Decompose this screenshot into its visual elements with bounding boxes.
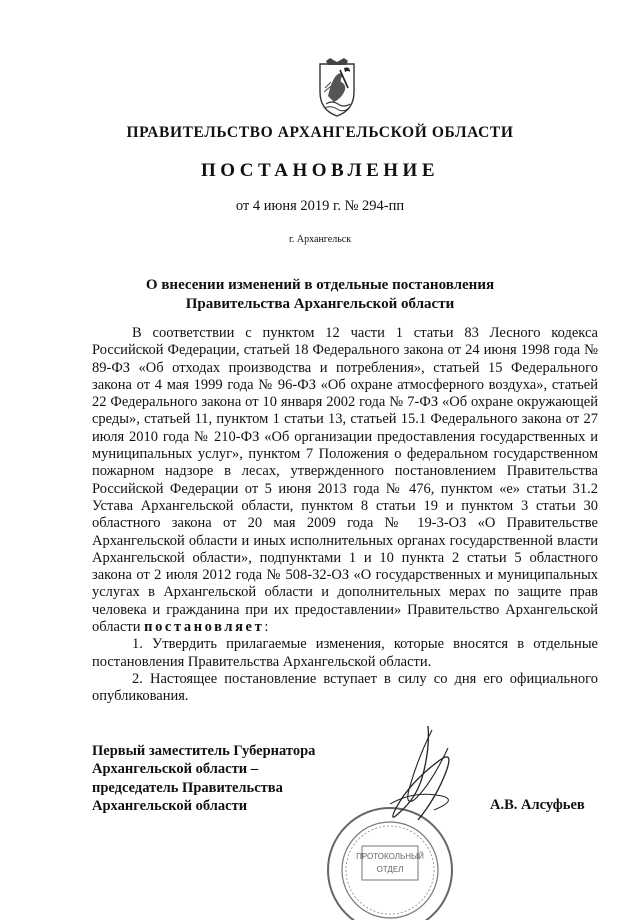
signatory-position-line-1: Первый заместитель Губернатора [92, 743, 316, 759]
preamble-paragraph [92, 325, 598, 636]
document-title [90, 276, 550, 313]
document-place: г. Архангельск [288, 234, 352, 245]
government-name: ПРАВИТЕЛЬСТВО АРХАНГЕЛЬСКОЙ ОБЛАСТИ [126, 124, 514, 141]
signatory-position-line-3: председатель Правительства [92, 779, 283, 796]
signatory-position-line-4: Архангельской области [92, 798, 248, 815]
stamp-text-line-1: ПРОТОКОЛЬНЫЙ [356, 852, 424, 861]
stamp-text-line-2: ОТДЕЛ [376, 865, 404, 874]
document-body [92, 325, 598, 706]
preamble-text: В соответствии с пунктом 12 части 1 статьи 83 Лесного кодекса Российской Федерации, статьей 18 Федерального закона от 24 июня 1998 года № 89-ФЗ «Об отходах производства и потребления», статьей 15 Федерального закона от 4 мая 1999 года № 96-ФЗ «Об охране атмосферного воздуха», статьей 22 Федерального закона от 10 января 2002 года № 7-ФЗ «Об охране окружающей среды», статьей 11, пунктом 1 статьи 13, статьей 15.1 Федерального закона от 27 июля 2010 года № 210-ФЗ «Об организации предоставления государственных и муниципальных услуг», пунктом 7 Положения о федеральном государственном пожарном надзоре в лесах, утвержденного постановлением Правительства Российской Федерации от 5 июня 2013 года № 476, пунктом «е» статьи 31.2 Устава Архангельской области, пунктом 8 статьи 19 и пунктом 3 статьи 30 областного закона от 20 мая 2009 года № 19-3-ОЗ «О Правительстве Архангельской области и иных исполнительных органах государственной власти Архангельской области», подпунктами 1 и 10 пункта 2 статьи 5 областного закона от 2 июля 2012 года № 508-32-ОЗ «О государственных и муниципальных услугах в Архангельской области и дополнительных мерах по защите прав человека и гражданина при их предоставлении» Правительство Архангельской области [92, 325, 598, 636]
document-title-line-1: О внесении изменений в отдельные постановления [145, 277, 495, 293]
document-type: ПОСТАНОВЛЕНИЕ [200, 160, 440, 181]
handwritten-signature-icon [370, 720, 470, 840]
coat-of-arms-icon [314, 58, 360, 118]
decision-item-1: 1. Утвердить прилагаемые изменения, которые вносятся в отдельные постановления Правительства Архангельской области. [92, 636, 598, 670]
signatory-position-line-2: Архангельской области – [92, 761, 258, 778]
document-title-line-2: Правительства Архангельской области [185, 295, 455, 312]
document-date-number: от 4 июня 2019 г. № 294-пп [235, 198, 405, 214]
decree-colon: : [264, 619, 269, 636]
decision-item-2: 2. Настоящее постановление вступает в силу со дня его официального опубликования. [92, 670, 598, 705]
signatory-name: А.В. Алсуфьев [490, 797, 585, 813]
decree-word: постановляет [144, 619, 265, 636]
